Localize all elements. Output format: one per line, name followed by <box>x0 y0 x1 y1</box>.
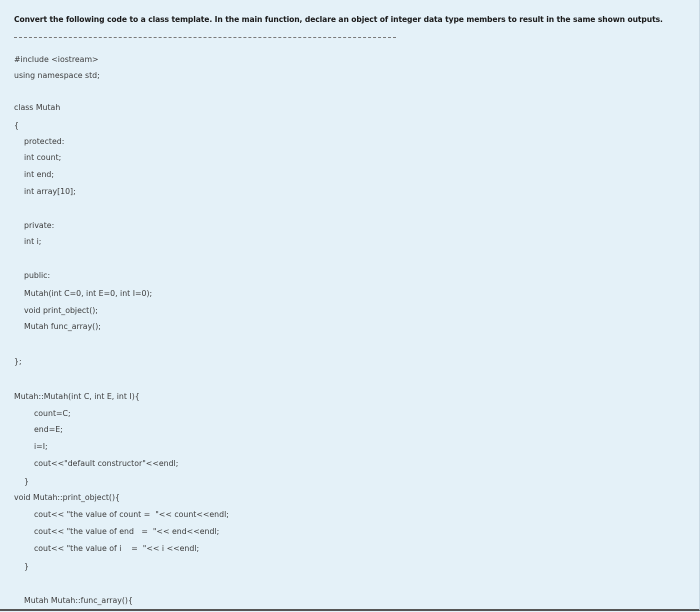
code-line-close-class: }; <box>14 357 22 366</box>
code-line-int-count: int count; <box>24 153 62 162</box>
code-line-cout-i: cout<< "the value of i = "<< i <<endl; <box>34 544 200 553</box>
code-line-protected: protected: <box>24 137 65 146</box>
code-line-include: #include <iostream> <box>14 55 99 64</box>
code-line-ctor-def: Mutah::Mutah(int C, int E, int I){ <box>14 392 140 401</box>
code-line-int-array: int array[10]; <box>24 187 76 196</box>
code-line-private: private: <box>24 221 55 230</box>
code-line-cout-default: cout<<"default constructor"<<endl; <box>34 459 179 468</box>
code-line-using: using namespace std; <box>14 71 100 80</box>
code-line-func-def: Mutah Mutah::func_array(){ <box>24 596 133 605</box>
code-line-assign-end: end=E; <box>34 425 63 434</box>
code-line-ctor-decl: Mutah(int C=0, int E=0, int I=0); <box>24 289 153 298</box>
separator-line <box>14 37 396 38</box>
code-line-print-decl: void print_object(); <box>24 306 98 315</box>
code-line-int-end: int end; <box>24 170 54 179</box>
code-line-assign-count: count=C; <box>34 409 71 418</box>
code-line-close-ctor: } <box>24 477 29 486</box>
code-line-print-def: void Mutah::print_object(){ <box>14 493 120 502</box>
code-line-open-brace: { <box>14 121 19 130</box>
code-line-public: public: <box>24 271 51 280</box>
code-line-cout-count: cout<< "the value of count = "<< count<<endl; <box>34 510 229 519</box>
code-line-close-print: } <box>24 562 29 571</box>
code-line-assign-i: i=I; <box>34 442 48 451</box>
code-line-cout-end: cout<< "the value of end = "<< end<<endl; <box>34 527 220 536</box>
question-prompt: Convert the following code to a class template. In the main function, declare an object of integer data type members to result in the same shown outputs. <box>14 15 663 24</box>
code-line-int-i: int i; <box>24 237 42 246</box>
code-line-class-decl: class Mutah <box>14 103 61 112</box>
code-line-func-decl: Mutah func_array(); <box>24 322 101 331</box>
